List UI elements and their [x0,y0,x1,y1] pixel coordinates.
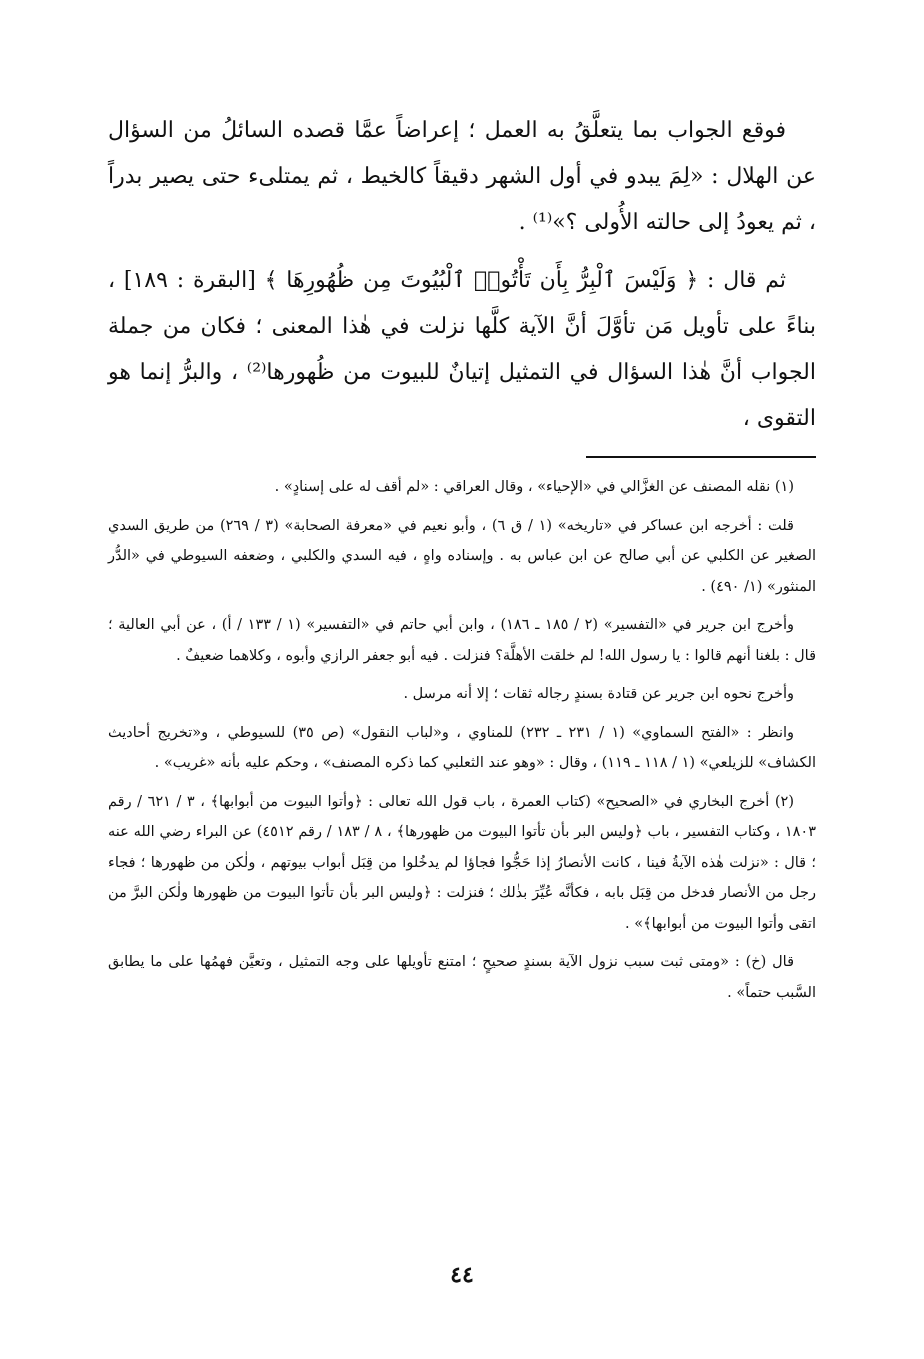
footnotes [108,472,816,1008]
page-number: ٤٤ [450,1262,474,1288]
footnote-2-continuation: قال (خ) : «ومتى ثبت سبب نزول الآية بسندٍ صحيحٍ ؛ امتنع تأويلها على وجه التمثيل ، وتعيَّن فهمُها على ما يطابق السَّبب حتماً» . [108,954,816,1001]
page-body [108,108,816,1016]
main-paragraph-1: فوقع الجواب بما يتعلَّقُ به العمل ؛ إعراضاً عمَّا قصده السائلُ من السؤال عن الهلال : «لِمَ يبدو في أول الشهر دقيقاً كالخيط ، ثم يمتلىء حتى يصير بدراً ، ثم يعودُ إلى حالته الأُولى ؟»⁽¹⁾ . [108,118,816,235]
main-paragraph-2: ثم قال : ﴿ وَلَيْسَ ٱلْبِرُّ بِأَن تَأْتُوا۟ ٱلْبُيُوتَ مِن ظُهُورِهَا ﴾ [البقرة : ١٨٩] ، بناءً على تأويل مَن تأوَّلَ أنَّ الآية كلَّها نزلت في هٰذا المعنى ؛ فكان من جملة الجواب أنَّ هٰذا السؤال في التمثيل إتيانٌ للبيوت من ظُهورها⁽²⁾ ، والبرُّ إنما هو التقوى ، [108,268,816,431]
footnote-1-continuation: وأخرج ابن جرير في «التفسير» (٢ / ١٨٥ ـ ١٨٦) ، وابن أبي حاتم في «التفسير» (١ / ١٣٣ / أ) ، عن أبي العالية ؛ قال : بلغنا أنهم قالوا : يا رسول الله! لم خلقت الأهلَّة؟ فنزلت . فيه أبو جعفر الرازي وأبوه ، وكلاهما ضعيفٌ . [108,617,816,664]
main-text [108,108,816,442]
footnote-2: (٢) أخرج البخاري في «الصحيح» (كتاب العمرة ، باب قول الله تعالى : ﴿وأتوا البيوت من أبوابها﴾ ، ٣ / ٦٢١ / رقم ١٨٠٣ ، وكتاب التفسير ، باب ﴿وليس البر بأن تأتوا البيوت من ظهورها﴾ ، ٨ / ١٨٣ / رقم ٤٥١٢) عن البراء رضي الله عنه ؛ قال : «نزلت هٰذه الآيةُ فينا ، كانت الأنصارُ إذا حَجُّوا فجاؤا لم يدخُلوا من قِبَل أبواب بيوتهم ، ولٰكن من ظهورها ؛ فجاء رجل من الأنصار فدخل من قِبَل بابه ، فكأنَّه عُيِّرَ بذٰلك ؛ فنزلت : ﴿وليس البر بأن تأتوا البيوت من ظهورها ولٰكن البرَّ من اتقى وأتوا البيوت من أبوابها﴾» . [108,793,817,932]
footnote-1-continuation: قلت : أخرجه ابن عساكر في «تاريخه» (١ / ق ٦) ، وأبو نعيم في «معرفة الصحابة» (٣ / ٢٦٩) من طريق السدي الصغير عن الكلبي عن أبي صالح عن ابن عباس به . وإسناده واهٍ ، فيه السدي والكلبي ، وضعفه السيوطي في «الدُّر المنثور» (١/ ٤٩٠) . [108,517,816,595]
footnote-separator [586,456,816,458]
footnote-1: (١) نقله المصنف عن الغزَّالي في «الإحياء» ، وقال العراقي : «لم أقف له على إسنادٍ» . [274,479,794,495]
footnote-1-continuation: وانظر : «الفتح السماوي» (١ / ٢٣١ ـ ٢٣٢) للمناوي ، و«لباب النقول» (ص ٣٥) للسيوطي ، و«تخريج أحاديث الكشاف» للزيلعي» (١ / ١١٨ ـ ١١٩) ، وقال : «وهو عند الثعلبي كما ذكره المصنف» ، وحكم عليه بأنه «غريب» . [108,724,816,771]
footnote-1-continuation: وأخرج نحوه ابن جرير عن قتادة بسندٍ رجاله ثقات ؛ إلا أنه مرسل . [403,686,794,702]
